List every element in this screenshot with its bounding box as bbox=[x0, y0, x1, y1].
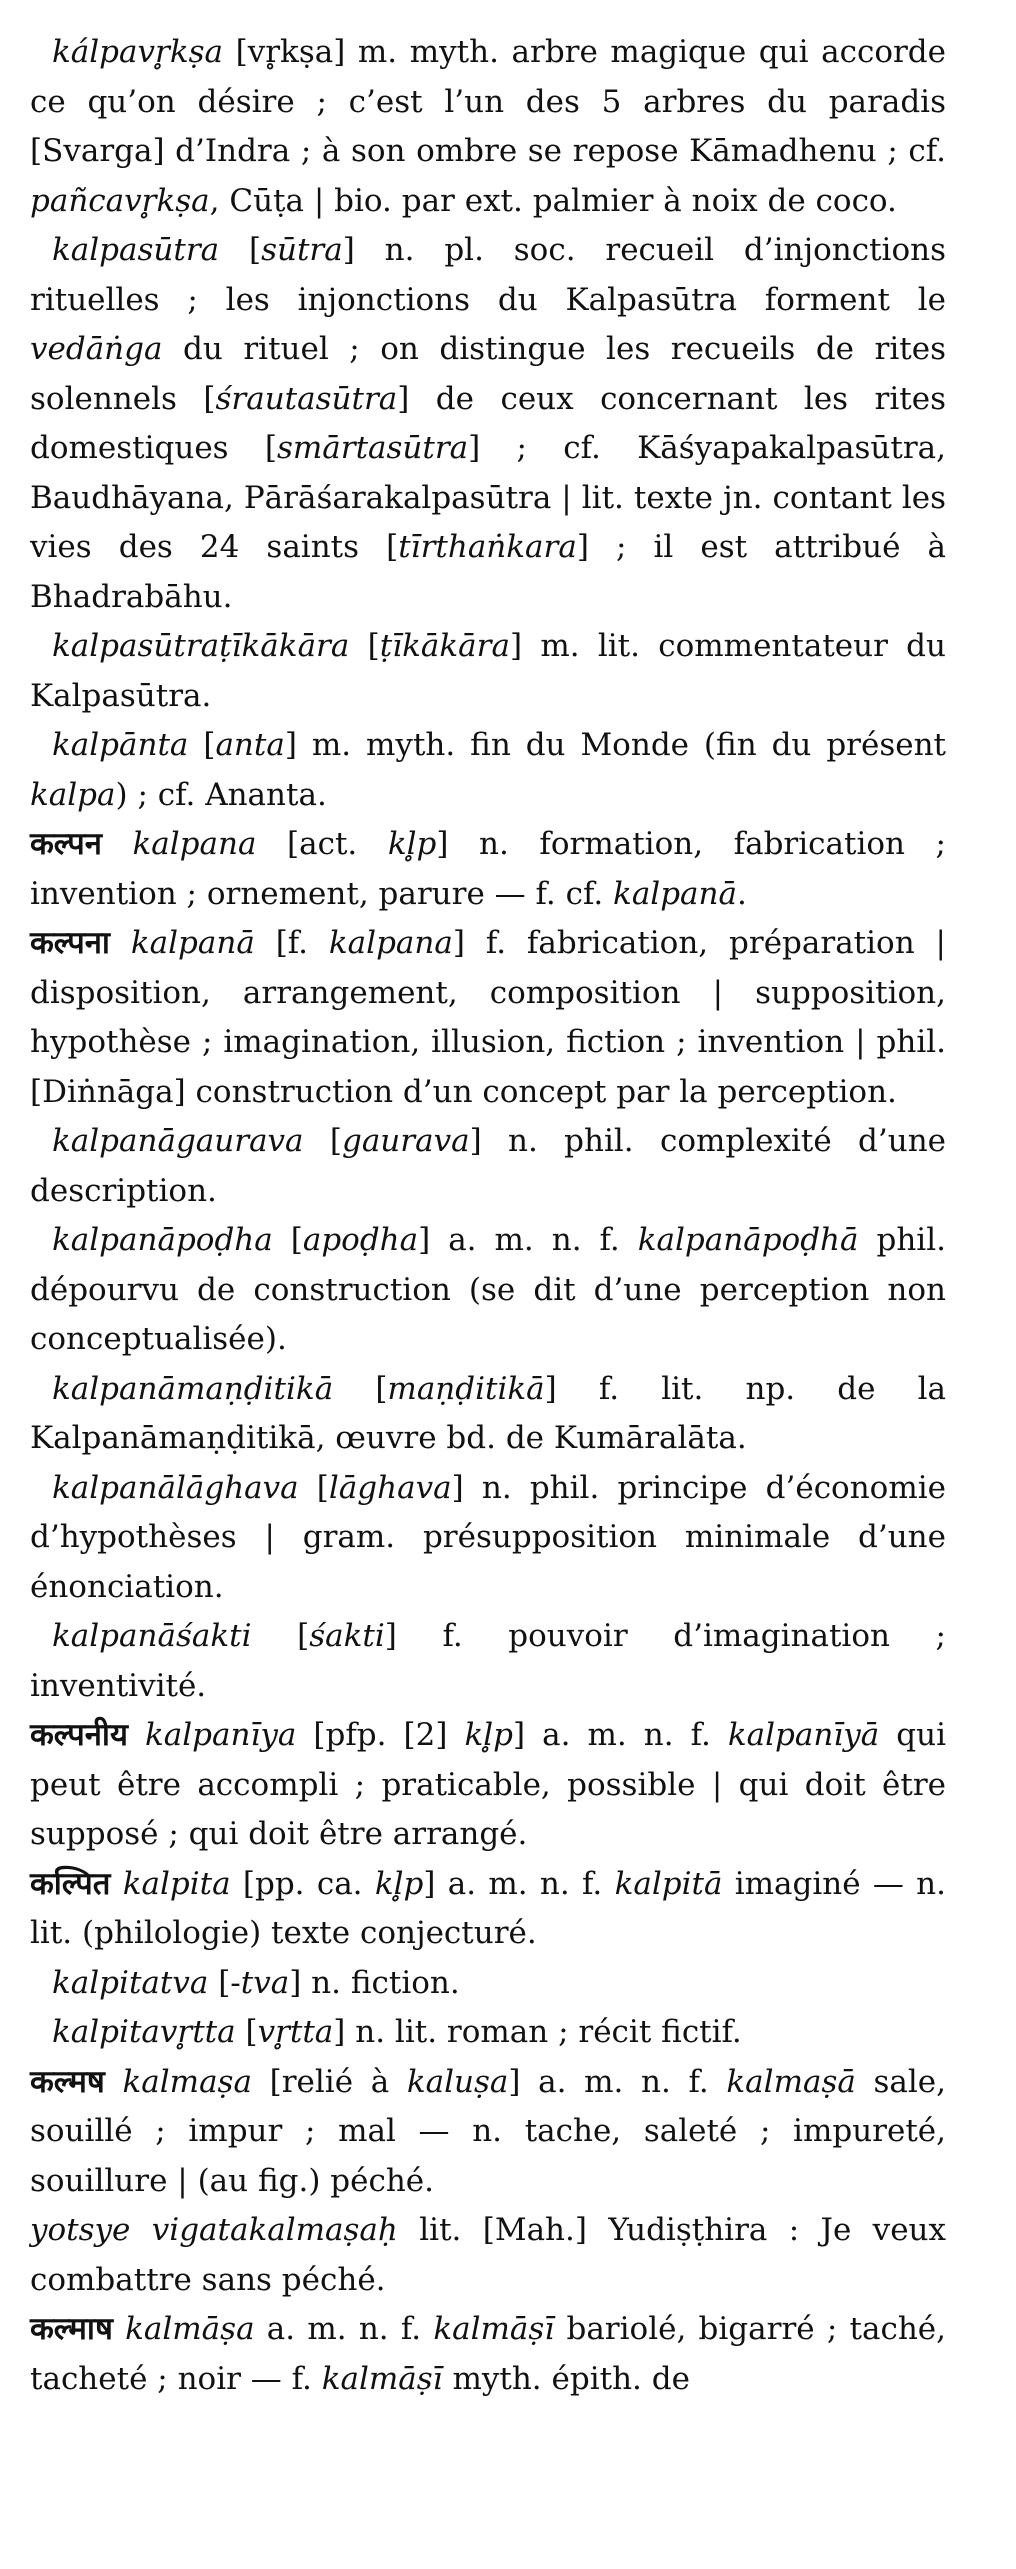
entry-kalpasutratikakara: kalpasūtraṭīkākāra [ṭīkākāra] m. lit. commentateur du Kalpasūtra. bbox=[30, 628, 946, 714]
entry-kalpaniya: कल्पनीय kalpanīya [pfp. [2] kl̥p] a. m. n. f. kalpanīyā qui peut être accompli ; praticable, possible | qui doit être supposé ; qui doit être arrangé. bbox=[30, 1717, 946, 1852]
entry-kalmasa-long: कल्माष kalmāṣa a. m. n. f. kalmāṣī bariolé, bigarré ; taché, tacheté ; noir — f. kalmāṣī myth. épith. de bbox=[30, 2311, 946, 2397]
entry-kalpanalaghava: kalpanālāghava [lāghava] n. phil. principe d’économie d’hypothèses | gram. présupposition minimale d’une énonciation. bbox=[30, 1469, 947, 1605]
entry-kalpana: कल्पन kalpana [act. kl̥p] n. formation, fabrication ; invention ; ornement, parure — f. cf. kalpanā. bbox=[30, 826, 946, 912]
entry-yotsye-quote: yotsye vigatakalmaṣaḥ lit. [Mah.] Yudiṣṭhira : Je veux combattre sans péché. bbox=[30, 2212, 946, 2298]
entry-kalpasutra: kalpasūtra [sūtra] n. pl. soc. recueil d’injonctions rituelles ; les injonctions du Kalpasūtra forment le vedāṅga du rituel ; on distingue les recueils de rites solennels [śrautasūtra] de ceux concernant les rites domestiques [smārtasūtra] ; cf. Kāśyapakalpasūtra, Baudhāyana, Pārāśarakalpasūtra | lit. texte jn. contant les vies des 24 saints [tīrthaṅkara] ; il est attribué à Bhadrabāhu. bbox=[30, 232, 946, 615]
entry-kalpita: कल्पित kalpita [pp. ca. kl̥p] a. m. n. f. kalpitā imaginé — n. lit. (philologie) texte conjecturé. bbox=[30, 1865, 947, 1951]
entry-kalpana-f: कल्पना kalpanā [f. kalpana] f. fabrication, préparation | disposition, arrangement, composition | supposition, hypothèse ; imagination, illusion, fiction ; invention | phil. [Diṅnāga] construction d’un concept par la perception. bbox=[30, 925, 947, 1110]
entry-kalpanagaurava: kalpanāgaurava [gaurava] n. phil. complexité d’une description. bbox=[30, 1123, 947, 1209]
entry-kalpitavrtta: kalpitavr̥tta [vr̥tta] n. lit. roman ; récit fictif. bbox=[52, 2014, 742, 2050]
entry-kalpavrksa: kálpavr̥kṣa [vr̥kṣa] m. myth. arbre magique qui accorde ce qu’on désire ; c’est l’un des 5 arbres du paradis [Svarga] d’Indra ; à son ombre se repose Kāmadhenu ; cf. pañcavr̥kṣa, Cūṭa | bio. par ext. palmier à noix de coco. bbox=[30, 34, 946, 219]
entry-kalpitatva: kalpitatva [-tva] n. fiction. bbox=[52, 1964, 460, 2001]
entry-kalpanamanditika: kalpanāmaṇḍitikā [maṇḍitikā] f. lit. np. de la Kalpanāmaṇḍitikā, œuvre bd. de Kumāralāta. bbox=[30, 1370, 946, 1456]
entry-kalpanasakti: kalpanāśakti [śakti] f. pouvoir d’imagination ; inventivité. bbox=[30, 1618, 947, 1704]
entry-kalpanta: kalpānta [anta] m. myth. fin du Monde (fin du présent kalpa) ; cf. Ananta. bbox=[30, 727, 947, 813]
entry-kalpanapodha: kalpanāpoḍha [apoḍha] a. m. n. f. kalpanāpoḍhā phil. dépourvu de construction (se dit d’une perception non conceptualisée). bbox=[30, 1222, 946, 1357]
entry-kalmasa: कल्मष kalmaṣa [relié à kaluṣa] a. m. n. f. kalmaṣā sale, souillé ; impur ; mal — n. tache, saleté ; impureté, souillure | (au fig.) péché. bbox=[30, 2063, 947, 2199]
